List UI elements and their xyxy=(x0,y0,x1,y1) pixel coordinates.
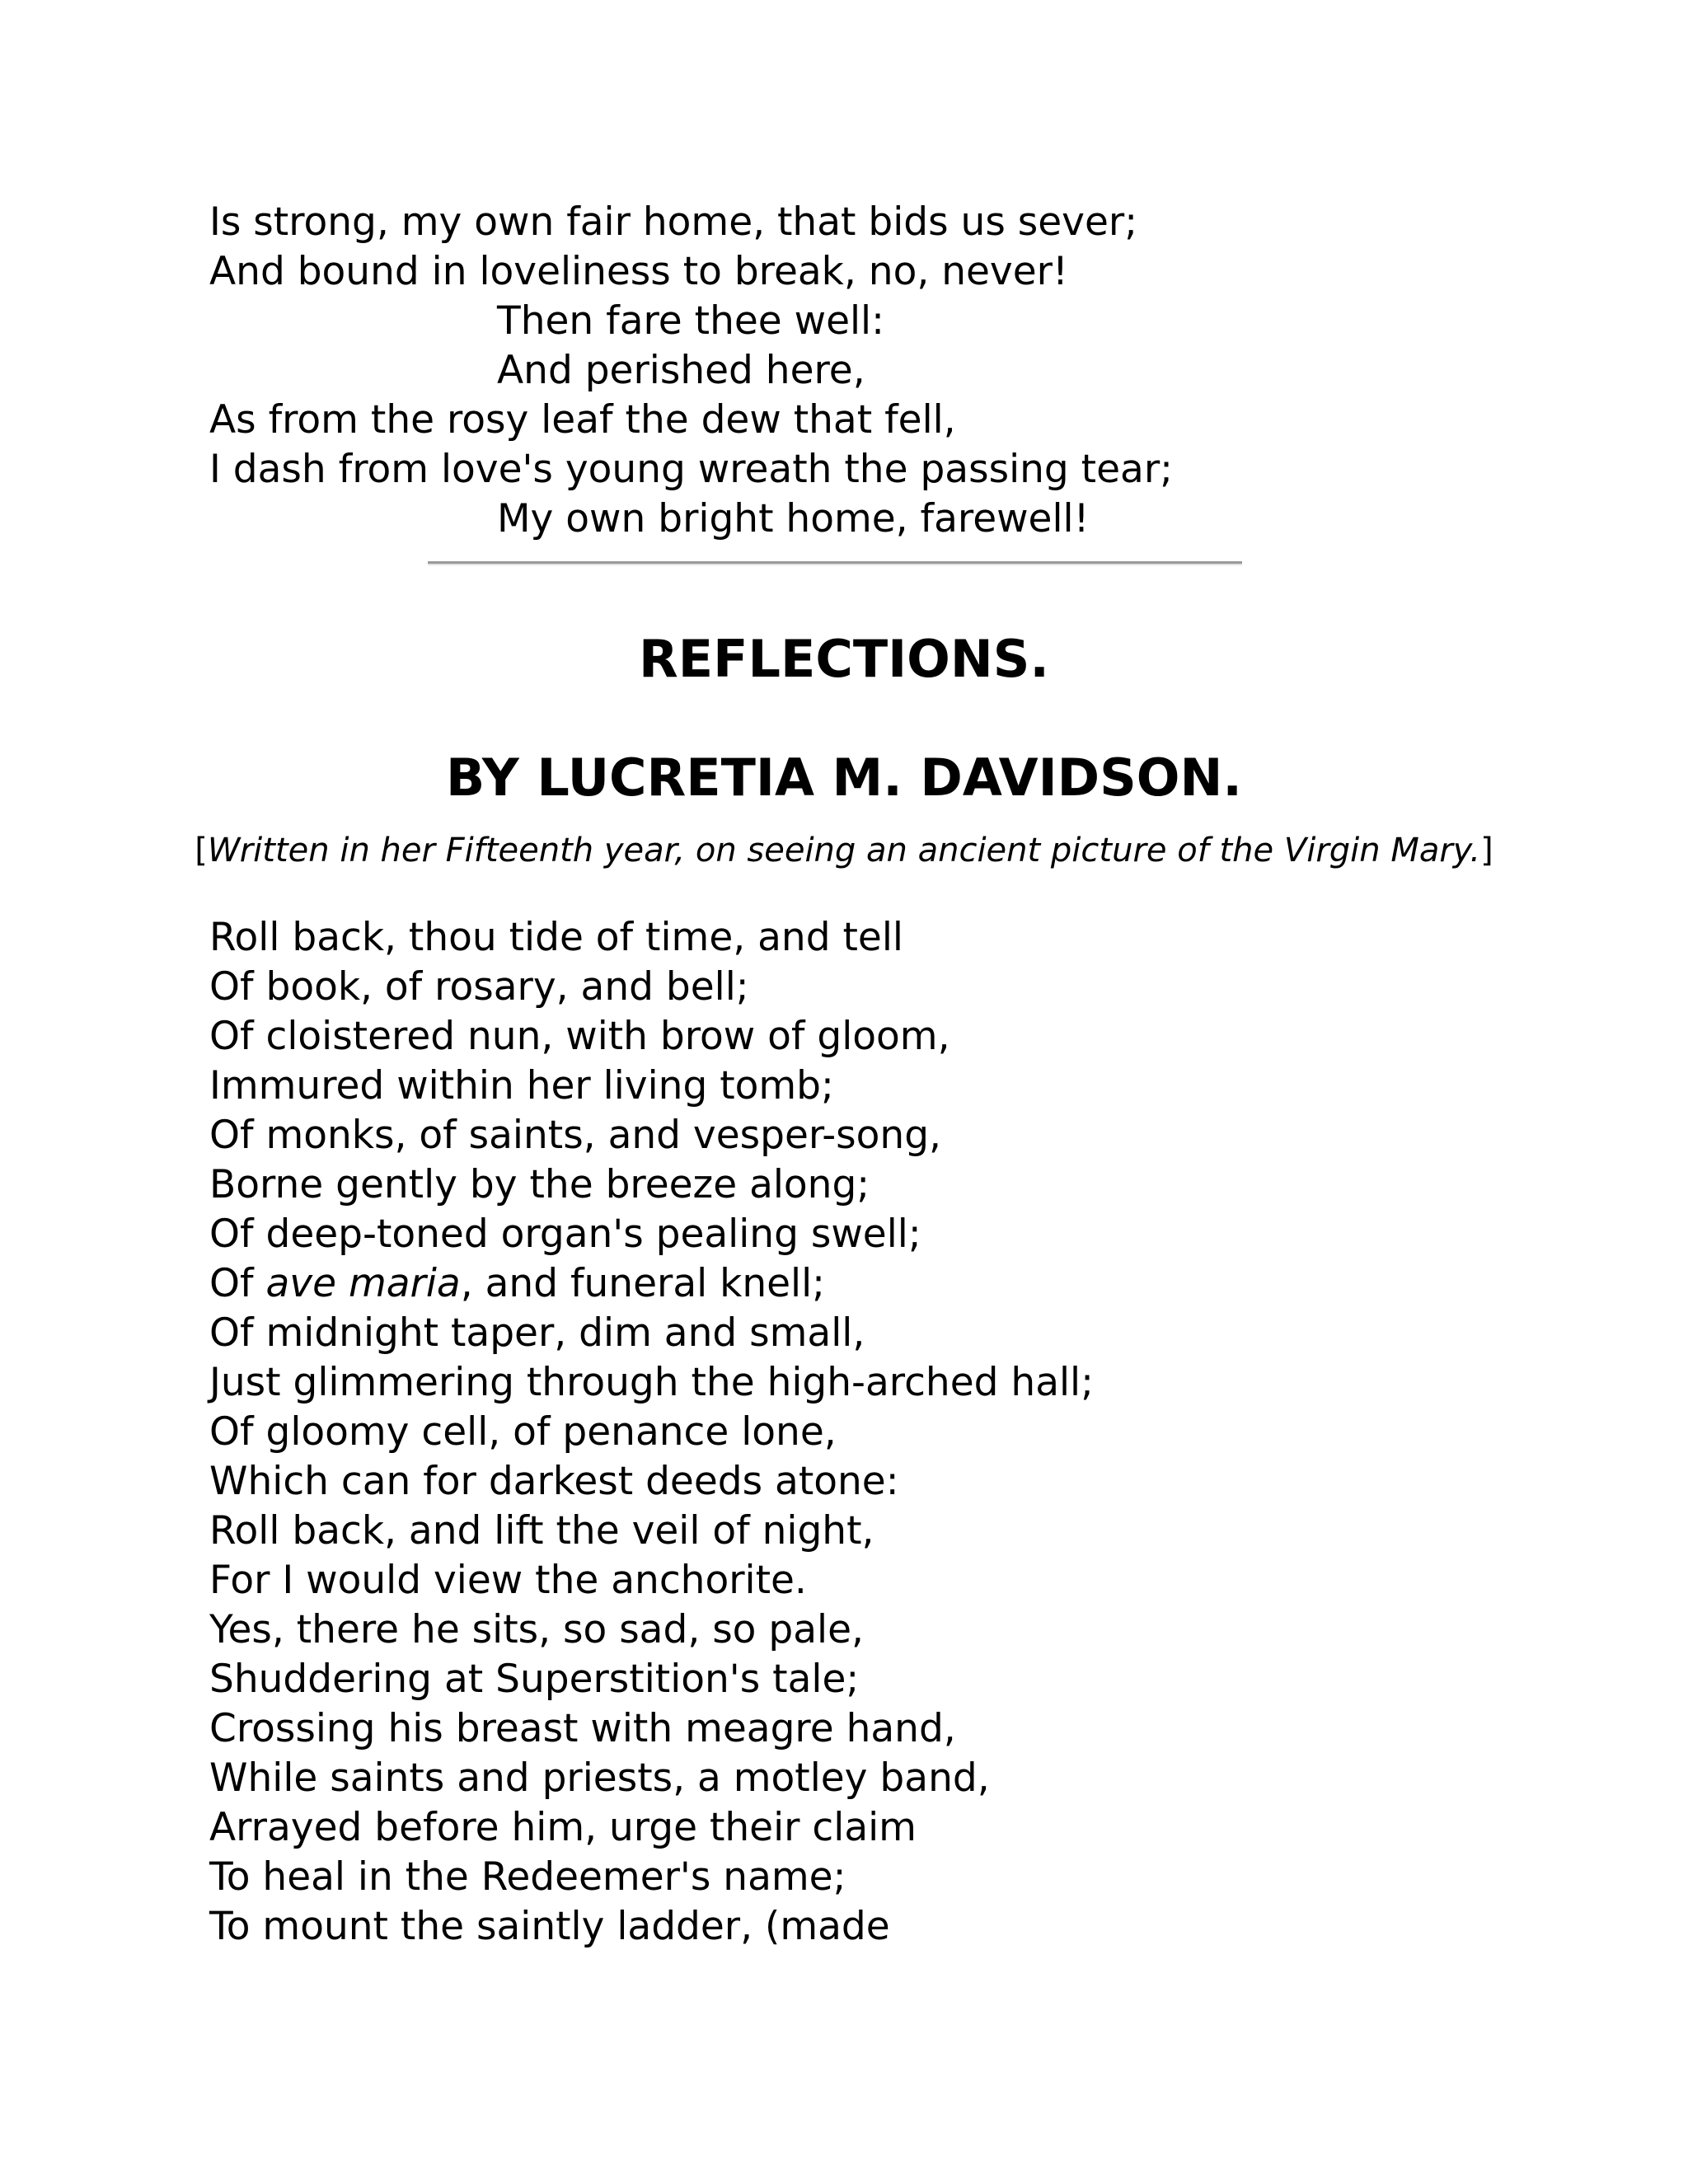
horizontal-divider xyxy=(428,561,1242,565)
note-close-bracket: ] xyxy=(1480,832,1493,869)
poem-line: Of book, of rosary, and bell; xyxy=(209,964,749,1010)
poem-line: And perished here, xyxy=(497,348,865,393)
poem-line: To mount the saintly ladder, (made xyxy=(209,1904,890,1949)
poem-line: Yes, there he sits, so sad, so pale, xyxy=(209,1607,864,1652)
poem-line: For I would view the anchorite. xyxy=(209,1558,807,1603)
poem-note xyxy=(0,827,1688,874)
poem-line: To heal in the Redeemer's name; xyxy=(209,1854,846,1900)
poem-line: My own bright home, farewell! xyxy=(497,496,1090,541)
line-text: Of xyxy=(209,1261,266,1306)
poem-line: I dash from love's young wreath the passing tear; xyxy=(209,447,1173,492)
note-text: Written in her Fifteenth year, on seeing an ancient picture of the Virgin Mary. xyxy=(207,832,1481,869)
poem-line: Roll back, and lift the veil of night, xyxy=(209,1508,874,1554)
poem-line: Which can for darkest deeds atone: xyxy=(209,1459,899,1504)
poem-author: BY LUCRETIA M. DAVIDSON. xyxy=(446,748,1242,808)
poem-line xyxy=(209,1259,825,1309)
line-text: , and funeral knell; xyxy=(460,1261,826,1306)
poem-line: Borne gently by the breeze along; xyxy=(209,1162,870,1207)
poem-line: Is strong, my own fair home, that bids us sever; xyxy=(209,199,1138,245)
poem-line: Immured within her living tomb; xyxy=(209,1063,834,1108)
poem-line: Just glimmering through the high-arched hall; xyxy=(209,1360,1094,1405)
poem-title: REFLECTIONS. xyxy=(639,629,1049,689)
poem-line: Of monks, of saints, and vesper-song, xyxy=(209,1113,941,1158)
poem-line: Roll back, thou tide of time, and tell xyxy=(209,915,903,960)
poem-line: While saints and priests, a motley band, xyxy=(209,1755,990,1801)
poem-line: Of gloomy cell, of penance lone, xyxy=(209,1409,837,1455)
poem-line: Of midnight taper, dim and small, xyxy=(209,1310,865,1356)
poem-line: Then fare thee well: xyxy=(497,298,884,344)
poem-line: And bound in loveliness to break, no, never! xyxy=(209,249,1068,294)
poem-line: Of deep-toned organ's pealing swell; xyxy=(209,1212,921,1257)
poem-line: Shuddering at Superstition's tale; xyxy=(209,1657,860,1702)
poem-line: As from the rosy leaf the dew that fell, xyxy=(209,397,956,443)
italic-phrase: ave maria xyxy=(265,1261,461,1306)
note-open-bracket: [ xyxy=(195,832,208,869)
poem-line: Of cloistered nun, with brow of gloom, xyxy=(209,1014,950,1059)
poem-line: Arrayed before him, urge their claim xyxy=(209,1805,917,1850)
poem-line: Crossing his breast with meagre hand, xyxy=(209,1706,956,1751)
